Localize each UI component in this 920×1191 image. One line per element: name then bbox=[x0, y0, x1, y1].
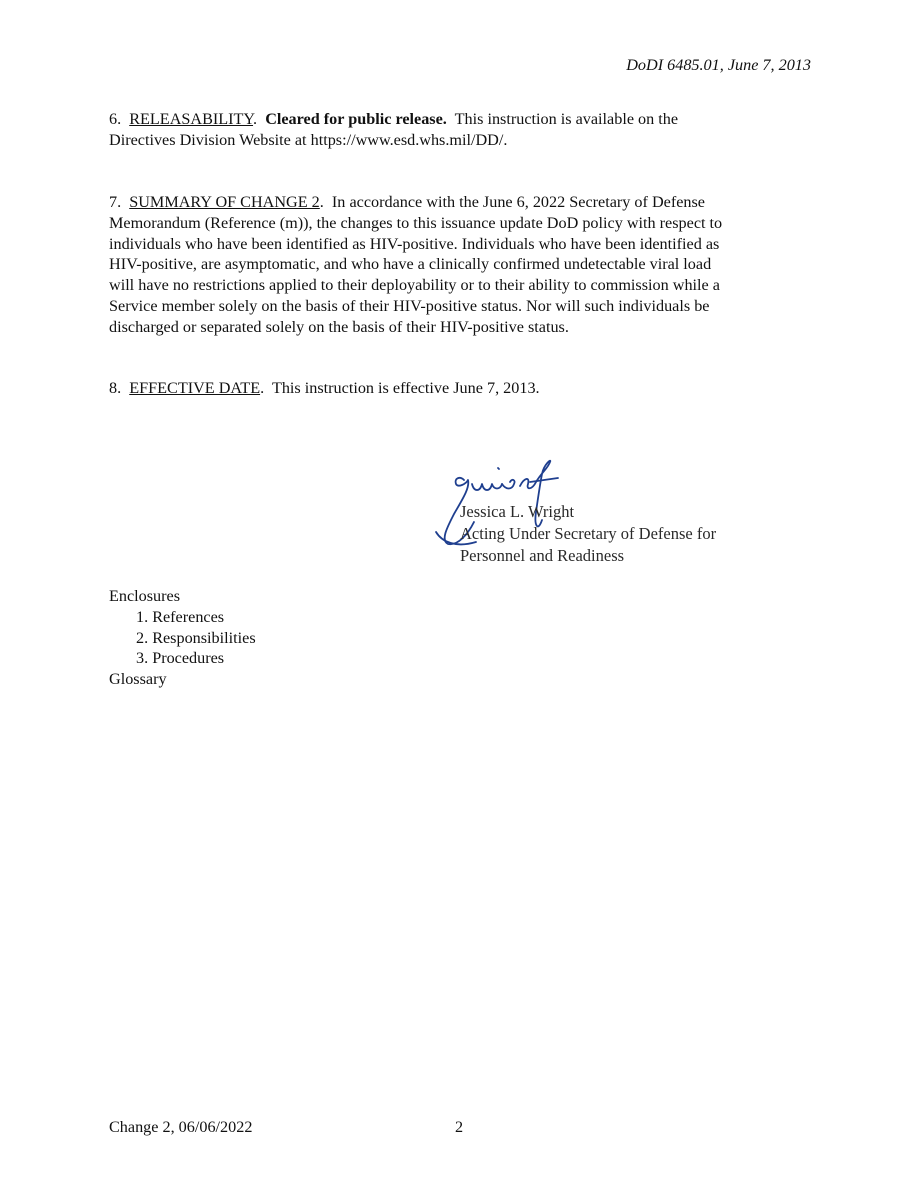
enclosures-list bbox=[109, 586, 256, 690]
section7-line: will have no restrictions applied to their deployability or to their ability to commission while a bbox=[109, 276, 720, 295]
section8-text: This instruction is effective June 7, 2013. bbox=[271, 379, 540, 397]
section6-heading: RELEASABILITY bbox=[129, 110, 254, 128]
signer-title-line1: Acting Under Secretary of Defense for bbox=[460, 524, 717, 543]
enclosure-item: 1. References bbox=[136, 607, 225, 626]
section7-number: 7. bbox=[109, 193, 122, 211]
section-summary-of-change bbox=[109, 192, 809, 338]
signature-text bbox=[460, 501, 716, 567]
enclosure-item: 3. Procedures bbox=[136, 649, 225, 668]
section6-number: 6. bbox=[109, 110, 122, 128]
section-effective-date: 8. EFFECTIVE DATE. This instruction is effective June 7, 2013. bbox=[109, 379, 540, 397]
section7-line1: 7. SUMMARY OF CHANGE 2. In accordance with the June 6, 2022 Secretary of Defense bbox=[109, 193, 705, 211]
section7-heading: SUMMARY OF CHANGE 2 bbox=[129, 193, 320, 211]
section6-line1: 6. RELEASABILITY. Cleared for public release. This instruction is available on the bbox=[109, 110, 679, 128]
section-releasability bbox=[109, 109, 809, 151]
running-header bbox=[626, 55, 811, 75]
section8-number: 8. bbox=[109, 379, 122, 397]
section7-line: Service member solely on the basis of their HIV-positive status. Nor will such individuals be bbox=[109, 296, 710, 315]
footer-change: Change 2, 06/06/2022 bbox=[109, 1118, 253, 1136]
footer-page-number: 2 bbox=[455, 1118, 464, 1136]
signer-title-line2: Personnel and Readiness bbox=[460, 546, 625, 565]
section8-heading: EFFECTIVE DATE bbox=[129, 379, 261, 397]
section6-bold-text: Cleared for public release. bbox=[265, 110, 447, 128]
signature-block bbox=[432, 458, 792, 578]
section7-line: individuals who have been identified as HIV-positive. Individuals who have been identified as bbox=[109, 234, 720, 253]
section7-line: Memorandum (Reference (m)), the changes to this issuance update DoD policy with respect to bbox=[109, 213, 723, 232]
section7-line: HIV-positive, are asymptomatic, and who have a clinically confirmed undetectable viral load bbox=[109, 255, 712, 274]
section7-line: discharged or separated solely on the basis of their HIV-positive status. bbox=[109, 317, 569, 336]
glossary-entry: Glossary bbox=[109, 670, 167, 689]
enclosures-heading: Enclosures bbox=[109, 587, 181, 605]
section7-line: In accordance with the June 6, 2022 Secretary of Defense bbox=[331, 193, 705, 211]
signer-name: Jessica L. Wright bbox=[460, 502, 575, 521]
enclosure-item: 2. Responsibilities bbox=[136, 628, 256, 647]
section6-text-line1: This instruction is available on the bbox=[454, 110, 679, 128]
header-doc-ref: DoDI 6485.01, June 7, 2013 bbox=[626, 56, 811, 74]
section6-text-line2: Directives Division Website at https://www.esd.whs.mil/DD/. bbox=[109, 130, 508, 149]
